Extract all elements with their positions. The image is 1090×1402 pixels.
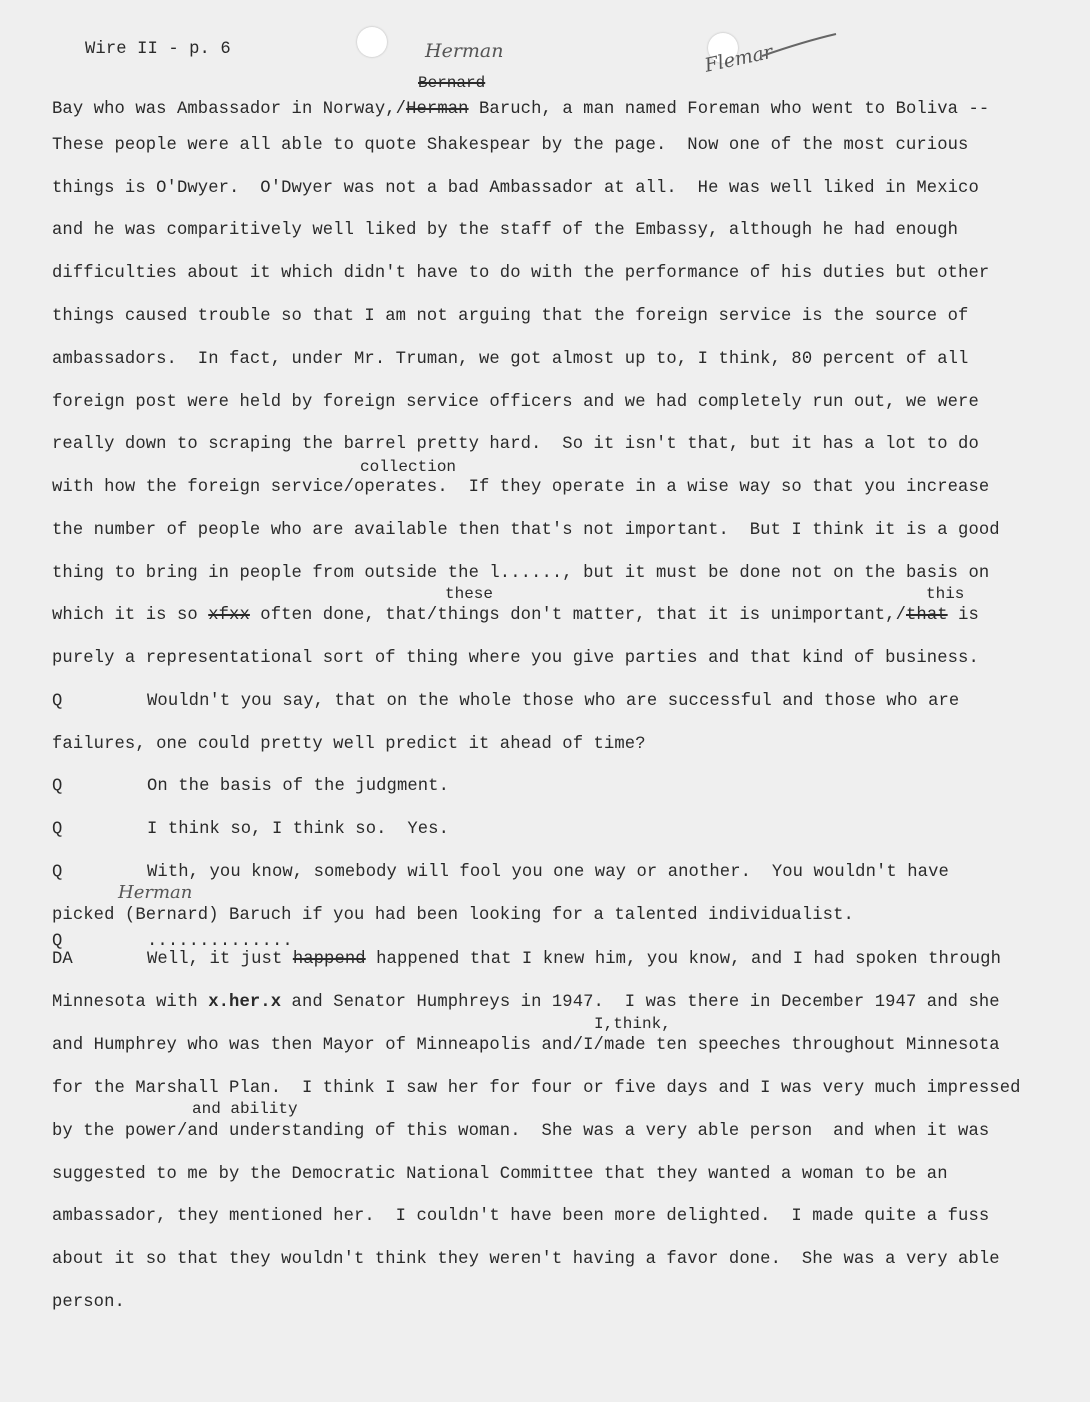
text-line: which it is so xfxx often done, that/things don't matter, that it is unimportant,/that is xyxy=(52,606,979,625)
text-line: failures, one could pretty well predict it ahead of time? xyxy=(52,735,646,754)
answer-line: DA Well, it just happend happened that I knew him, you know, and I had spoken through xyxy=(52,950,1001,969)
speaker-label: DA xyxy=(52,950,73,969)
text-line: about it so that they wouldn't think they weren't having a favor done. She was a very able xyxy=(52,1250,1000,1269)
text-line: by the power/and understanding of this woman. She was a very able person and when it was xyxy=(52,1122,990,1141)
interlinear-these: these xyxy=(445,585,494,603)
question-line: Q .............. xyxy=(52,932,293,951)
question-line: Q On the basis of the judgment. xyxy=(52,777,450,796)
text-line: and he was comparitively well liked by the staff of the Embassy, although he had enough xyxy=(52,221,959,240)
struck-word: Bernard xyxy=(418,74,486,92)
handwritten-note-above-bernard: Herman xyxy=(118,882,193,903)
question-line: Q I think so, I think so. Yes. xyxy=(52,820,450,839)
pencil-stroke xyxy=(760,30,840,60)
text-line: thing to bring in people from outside the l......, but it must be done not on the basis on xyxy=(52,564,990,583)
text-line: the number of people who are available then that's not important. But I think it is a good xyxy=(52,521,1000,540)
speaker-label: Q xyxy=(52,863,63,882)
text-line: really down to scraping the barrel pretty hard. So it isn't that, but it has a lot to do xyxy=(52,435,979,454)
text-line: things caused trouble so that I am not arguing that the foreign service is the source of xyxy=(52,307,969,326)
handwritten-note-margin: Flemar xyxy=(702,40,775,77)
struck-word: that xyxy=(905,606,948,625)
speaker-label: Q xyxy=(52,932,63,951)
handwritten-note-top: Herman xyxy=(425,40,504,62)
text-line: foreign post were held by foreign service officers and we had completely run out, we were xyxy=(52,393,979,412)
speaker-label: Q xyxy=(52,777,63,796)
struck-word: xfxx xyxy=(208,606,250,625)
interlinear-and-ability: and ability xyxy=(192,1100,298,1118)
text-line: for the Marshall Plan. I think I saw her for four or five days and I was very much impressed xyxy=(52,1079,1021,1098)
text-line: suggested to me by the Democratic National Committee that they wanted a woman to be an xyxy=(52,1165,948,1184)
text-line: These people were all able to quote Shakespear by the page. Now one of the most curious xyxy=(52,136,969,155)
text-line: purely a representational sort of thing where you give parties and that kind of business. xyxy=(52,649,979,668)
text-line: Minnesota with x.her.x and Senator Humphreys in 1947. I was there in December 1947 and she xyxy=(52,993,1000,1012)
text-line: things is O'Dwyer. O'Dwyer was not a bad Ambassador at all. He was well liked in Mexico xyxy=(52,179,979,198)
struck-word: Herman xyxy=(406,100,469,119)
text-line: picked (Bernard) Baruch if you had been looking for a talented individualist. xyxy=(52,906,854,925)
text-line: with how the foreign service/operates. If they operate in a wise way so that you increase xyxy=(52,478,990,497)
interlinear-ithink: I,think, xyxy=(594,1015,671,1033)
text-line: ambassadors. In fact, under Mr. Truman, we got almost up to, I think, 80 percent of all xyxy=(52,350,969,369)
speaker-label: Q xyxy=(52,692,63,711)
speaker-label: Q xyxy=(52,820,63,839)
text-line: and Humphrey who was then Mayor of Minneapolis and/I/made ten speeches throughout Minnesota xyxy=(52,1036,1000,1055)
punch-hole xyxy=(357,27,387,57)
interlinear-this: this xyxy=(926,585,965,603)
overtyped-word: x.her.x xyxy=(208,993,282,1012)
struck-word: happend xyxy=(292,950,366,969)
interlinear-bernard xyxy=(418,74,485,92)
question-line: Q Wouldn't you say, that on the whole those who are successful and those who are xyxy=(52,692,960,711)
question-line: Q With, you know, somebody will fool you one way or another. You wouldn't have xyxy=(52,863,949,882)
interlinear-collection: collection xyxy=(360,458,457,476)
text-line: Bay who was Ambassador in Norway,/Herman Baruch, a man named Foreman who went to Boliva -- xyxy=(52,100,990,119)
text-line: person. xyxy=(52,1293,125,1312)
text-line: difficulties about it which didn't have to do with the performance of his duties but other xyxy=(52,264,990,283)
page-header: Wire II - p. 6 xyxy=(85,40,231,59)
text-line: ambassador, they mentioned her. I couldn't have been more delighted. I made quite a fuss xyxy=(52,1207,990,1226)
